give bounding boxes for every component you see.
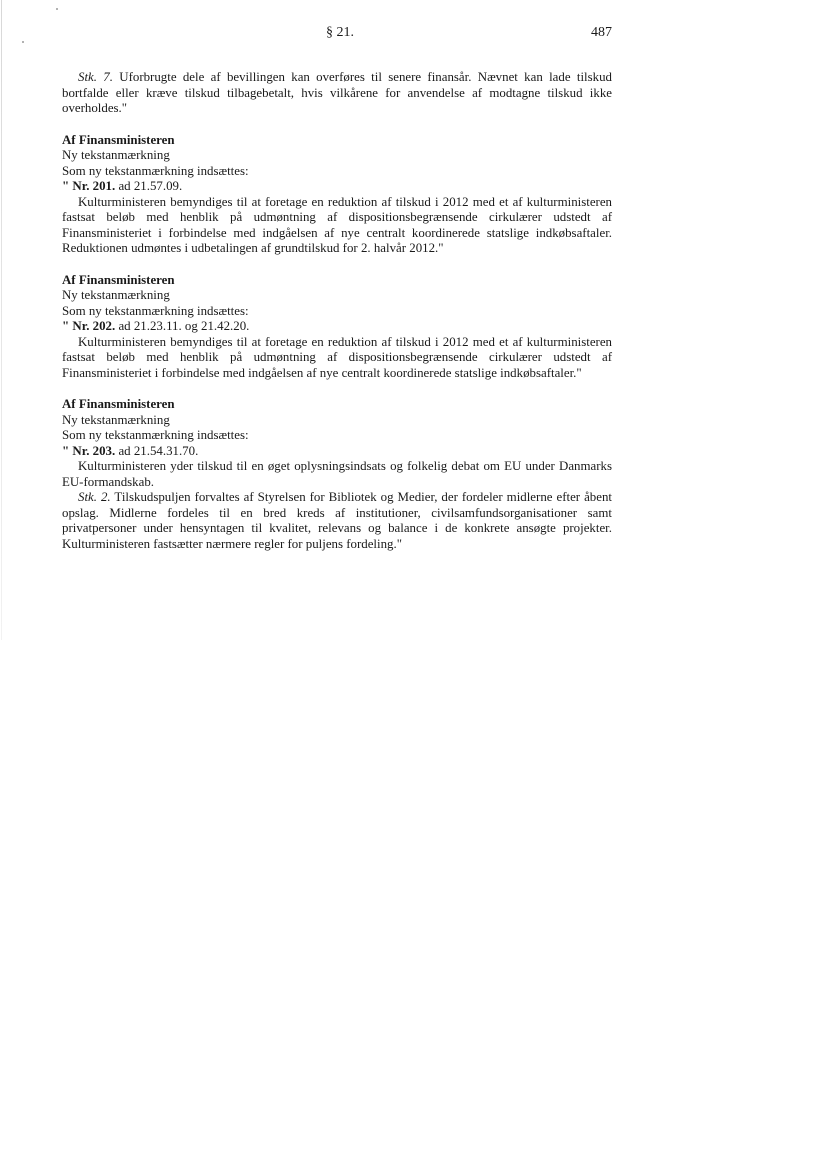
amendment-number: " Nr. 203. [62, 443, 116, 458]
stk-label: Stk. 2. [78, 490, 111, 504]
amendment-stk-paragraph [62, 490, 612, 552]
document-body [62, 70, 612, 568]
amendment-nr-202 [62, 273, 612, 382]
amendment-nr-201 [62, 133, 612, 257]
amendment-number: " Nr. 201. [62, 179, 116, 193]
amendment-paragraph: Kulturministeren bemyndiges til at foretage en reduktion af tilskud i 2012 med et af kulturministeren fastsat beløb med henblik på udmøntning af dispositionsbegrænsende cirkulærer udstedt af Finansministeriet i forbindelse med indgåelsen af nye centralt koordinerede statslige indkøbsaftaler." [62, 334, 612, 380]
scan-edge-shadow [1, 0, 2, 640]
amendment-heading: Af Finansministeren [62, 272, 175, 287]
section-header: § 21. [326, 25, 354, 40]
amendment-type: Ny tekstanmærkning [62, 288, 170, 302]
amendment-number: " Nr. 202. [62, 319, 116, 333]
amendment-insert-line: Som ny tekstanmærkning indsættes: [62, 163, 249, 178]
amendment-nr-203 [62, 397, 612, 552]
amendment-heading: Af Finansministeren [62, 397, 175, 411]
amendment-insert-line: Som ny tekstanmærkning indsættes: [62, 303, 249, 318]
amendment-heading: Af Finansministeren [62, 132, 175, 147]
stk-text: Tilskudspuljen forvaltes af Styrelsen for Bibliotek og Medier, der fordeler midlerne efter åbent opslag. Midlerne fordeles til en bred kreds af institutioner, civilsamfundsorganisationer samt privatpersoner under hensyntagen til kvalitet, relevans og balance i de konkrete ansøgte projekter. Kulturministeren fastsætter nærmere regler for puljens fordeling." [62, 490, 612, 551]
amendment-paragraph: Kulturministeren bemyndiges til at foretage en reduktion af tilskud i 2012 med et af kulturministeren fastsat beløb med henblik på udmøntning af dispositionsbegrænsende cirkulærer udstedt af Finansministeriet i forbindelse med indgåelsen af nye centralt koordinerede statslige indkøbsaftaler. Reduktionen udmøntes i udbetalingen af grundtilskud for 2. halvår 2012." [62, 194, 612, 255]
amendment-reference: ad 21.57.09. [115, 179, 183, 193]
stk-label: Stk. 7. [78, 70, 113, 84]
amendment-reference: ad 21.23.11. og 21.42.20. [115, 319, 250, 333]
intro-paragraph-block [62, 70, 612, 117]
page-number: 487 [591, 25, 612, 40]
amendment-insert-line: Som ny tekstanmærkning indsættes: [62, 428, 249, 442]
scan-speck [56, 8, 58, 10]
amendment-type: Ny tekstanmærkning [62, 412, 170, 427]
scan-speck [22, 41, 24, 43]
amendment-paragraph: Kulturministeren yder tilskud til en øget oplysningsindsats og folkelig debat om EU under Danmarks EU-formandskab. [62, 459, 612, 489]
amendment-reference: ad 21.54.31.70. [115, 443, 199, 458]
intro-paragraph [62, 70, 612, 117]
intro-text: Uforbrugte dele af bevillingen kan overføres til senere finansår. Nævnet kan lade tilskud bortfalde eller kræve tilskud tilbagebetalt, hvis vilkårene for anvendelse af modtagne tilskud ikke overholdes." [62, 70, 612, 115]
amendment-type: Ny tekstanmærkning [62, 148, 170, 162]
